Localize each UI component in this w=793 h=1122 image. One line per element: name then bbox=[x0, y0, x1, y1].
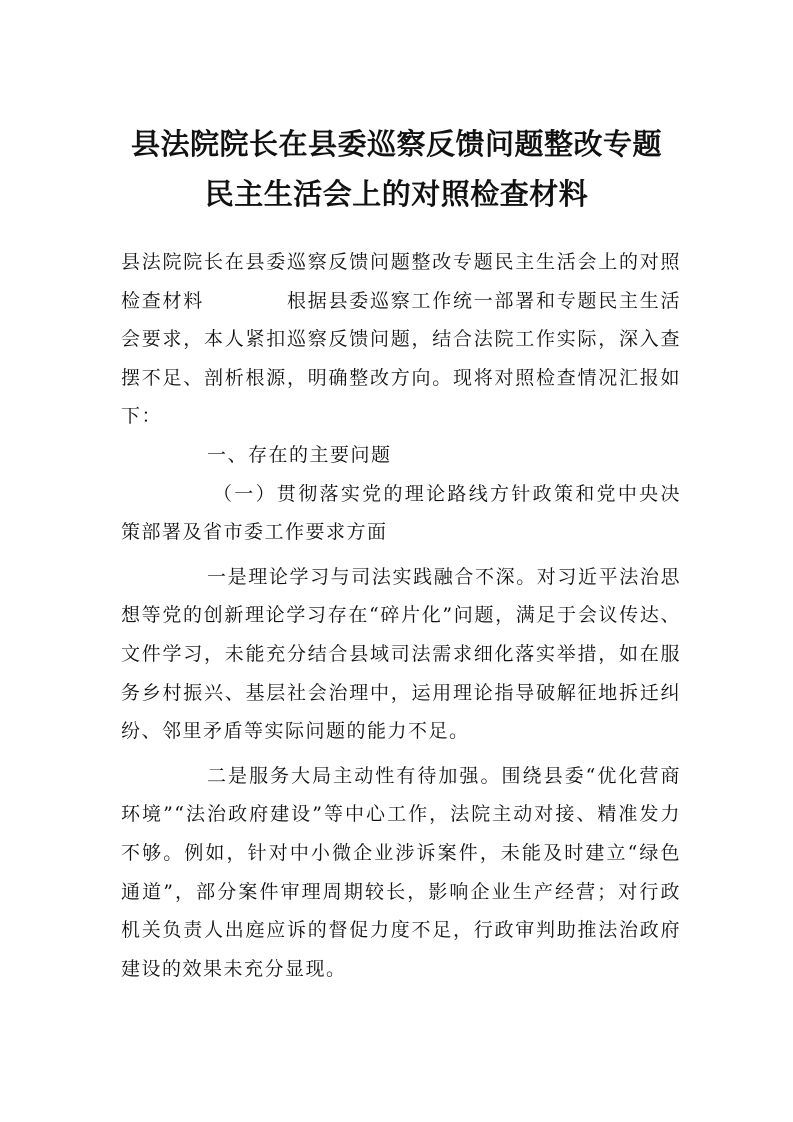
subsection-heading: （一）贯彻落实党的理论路线方针政策和党中央决策部署及省市委工作要求方面 bbox=[121, 482, 681, 544]
body-paragraph-2: 二是服务大局主动性有待加强。围绕县委“优化营商环境”“法治政府建设”等中心工作，法院主动对接、精准发力不够。例如，针对中小微企业涉诉案件，未能及时建立“绿色通道”，部分案件审理周期较长，影响企业生产经营；对行政机关负责人出庭应诉的督促力度不足，行政审判助推法治政府建设的效果未充分显现。 bbox=[121, 764, 681, 980]
document-body bbox=[121, 243, 681, 988]
section-heading: 一、存在的主要问题 bbox=[207, 443, 392, 466]
document-title-line-2: 民主生活会上的对照检查材料 bbox=[204, 177, 589, 211]
intro-paragraph: 县法院院长在县委巡察反馈问题整改专题民主生活会上的对照检查材料 根据县委巡察工作统一部署和专题民主生活会要求，本人紧扣巡察反馈问题，结合法院工作实际，深入查摆不足、剖析根源，明确整改方向。现将对照检查情况汇报如下： bbox=[121, 251, 681, 428]
document-title-line-1: 县法院院长在县委巡察反馈问题整改专题 bbox=[130, 127, 662, 161]
body-paragraph-1: 一是理论学习与司法实践融合不深。对习近平法治思想等党的创新理论学习存在“碎片化”问题，满足于会议传达、文件学习，未能充分结合县域司法需求细化落实举措，如在服务乡村振兴、基层社会治理中，运用理论指导破解征地拆迁纠纷、邻里矛盾等实际问题的能力不足。 bbox=[121, 565, 681, 743]
